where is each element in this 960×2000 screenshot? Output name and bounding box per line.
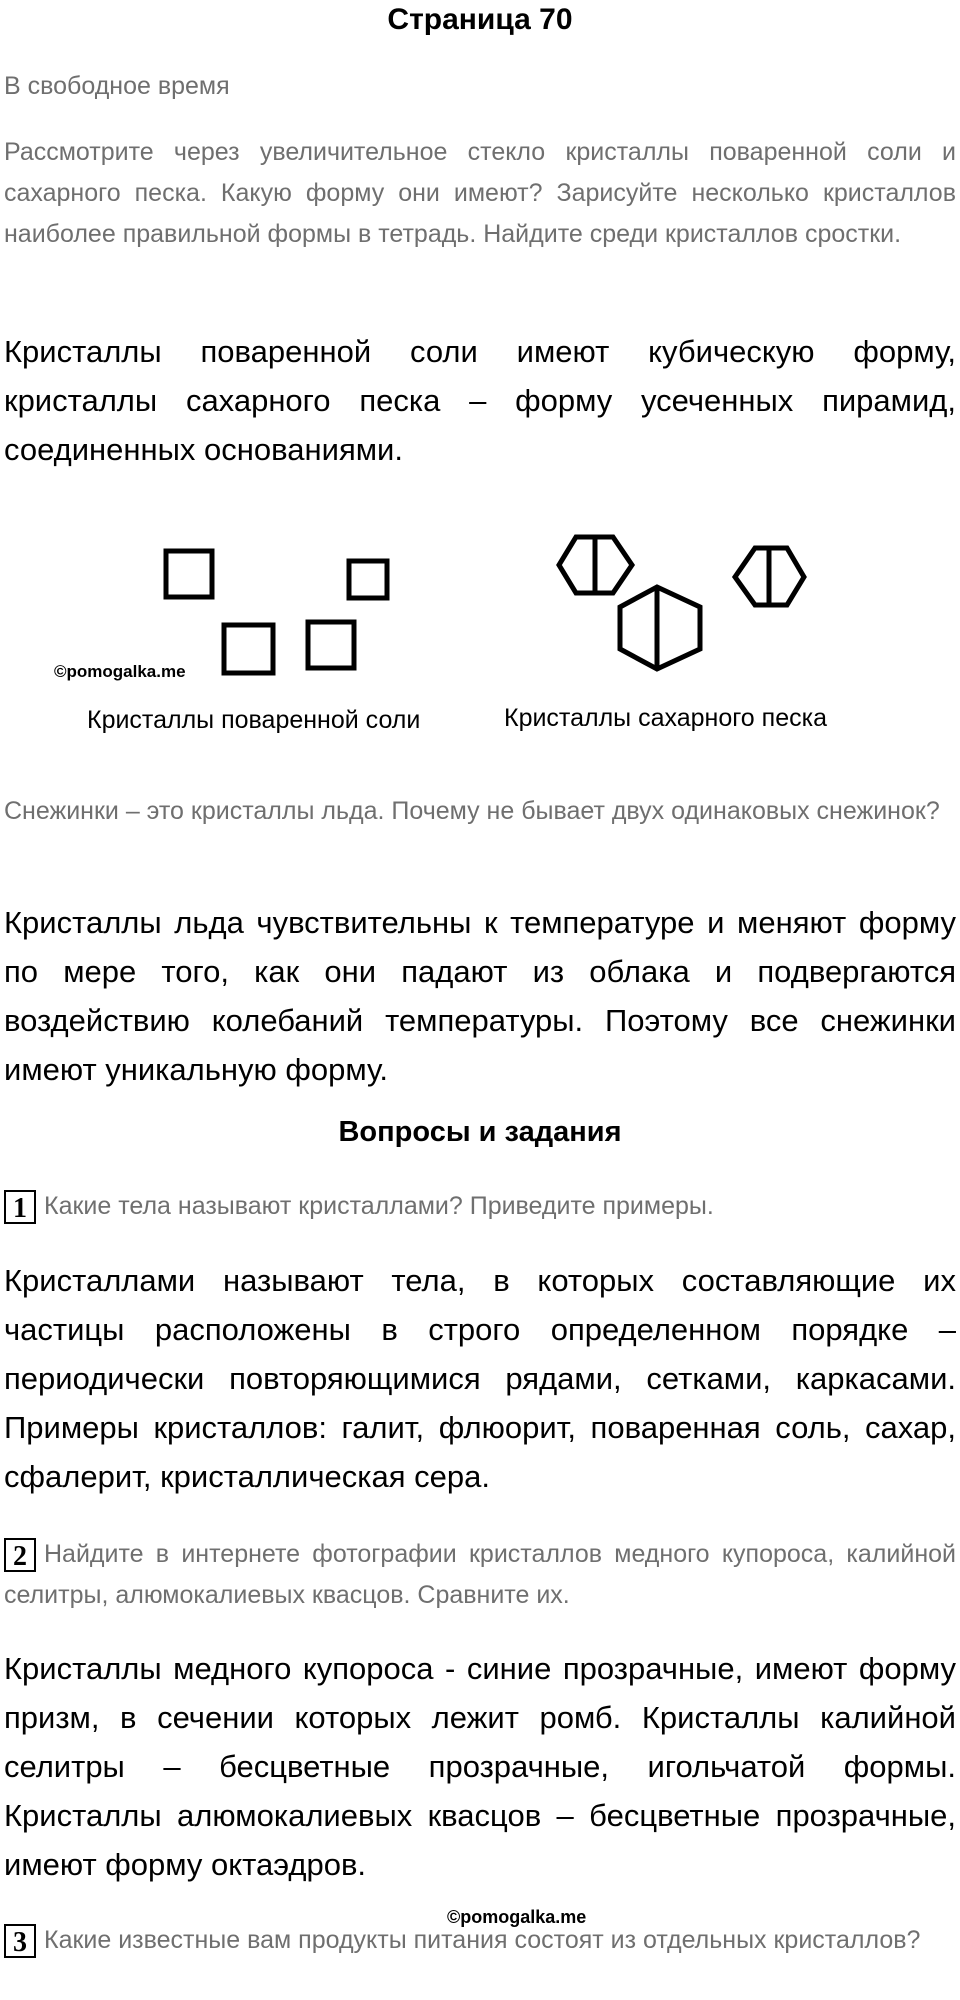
caption-sugar-crystals: Кристаллы сахарного песка (504, 704, 827, 732)
questions-section-heading: Вопросы и задания (338, 1116, 622, 1148)
page-title: Страница 70 (387, 3, 573, 36)
section-free-time-heading: В свободное время (4, 72, 230, 100)
task-snowflakes-answer: Кристаллы льда чувствительны к температуре и меняют форму по мере того, как они падают из облака и подвергаются воздействию колебаний температуры. Поэтому все снежинки имеют уникальную форму. (4, 905, 956, 1087)
question-3 (4, 1920, 956, 1961)
sugar-crystal (559, 537, 632, 593)
task-crystals-question: Рассмотрите через увеличительное стекло кристаллы поваренной соли и сахарного песка. Какую форму они имеют? Зарисуйте несколько кристаллов наиболее правильной формы в тетрадь. Найдите среди кристаллов сростки. (4, 138, 956, 248)
task-snowflakes-question: Снежинки – это кристаллы льда. Почему не бывает двух одинаковых снежинок? (4, 797, 940, 825)
question-2 (4, 1534, 956, 1616)
caption-salt-crystals: Кристаллы поваренной соли (87, 706, 421, 734)
question-1-text: Какие тела называют кристаллами? Приведите примеры. (44, 1192, 714, 1220)
sugar-crystal (620, 587, 700, 669)
sugar-crystal (735, 548, 804, 605)
question-3-text: Какие известные вам продукты питания состоят из отдельных кристаллов? (44, 1926, 921, 1954)
question-number-badge: 1 (4, 1190, 36, 1224)
question-1 (4, 1186, 956, 1227)
question-2-answer: Кристаллы медного купороса - синие прозрачные, имеют форму призм, в сечении которых лежит ромб. Кристаллы калийной селитры – бесцветные прозрачные, игольчатой формы. Кристаллы алюмокалиевых квасцов – бесцветные прозрачные, имеют форму октаэдров. (4, 1651, 956, 1882)
question-number-badge: 2 (4, 1538, 36, 1572)
salt-crystal-cube (308, 622, 354, 668)
figure-watermark: ©pomogalka.me (54, 662, 186, 681)
question-number-badge: 3 (4, 1924, 36, 1958)
salt-crystal-cube (224, 625, 273, 673)
salt-crystal-cube (349, 561, 387, 598)
salt-crystal-cube (166, 551, 212, 597)
footer-watermark: ©pomogalka.me (447, 1907, 587, 1927)
task-crystals-answer: Кристаллы поваренной соли имеют кубическую форму, кристаллы сахарного песка – форму усеченных пирамид, соединенных основаниями. (4, 334, 956, 467)
question-2-text: Найдите в интернете фотографии кристаллов медного купороса, калийной селитры, алюмокалиевых квасцов. Сравните их. (4, 1540, 956, 1609)
crystals-figure (0, 520, 960, 740)
question-1-answer: Кристаллами называют тела, в которых составляющие их частицы расположены в строго определенном порядке – периодически повторяющимися рядами, сетками, каркасами. Примеры кристаллов: галит, флюорит, поваренная соль, сахар, сфалерит, кристаллическая сера. (4, 1263, 956, 1494)
